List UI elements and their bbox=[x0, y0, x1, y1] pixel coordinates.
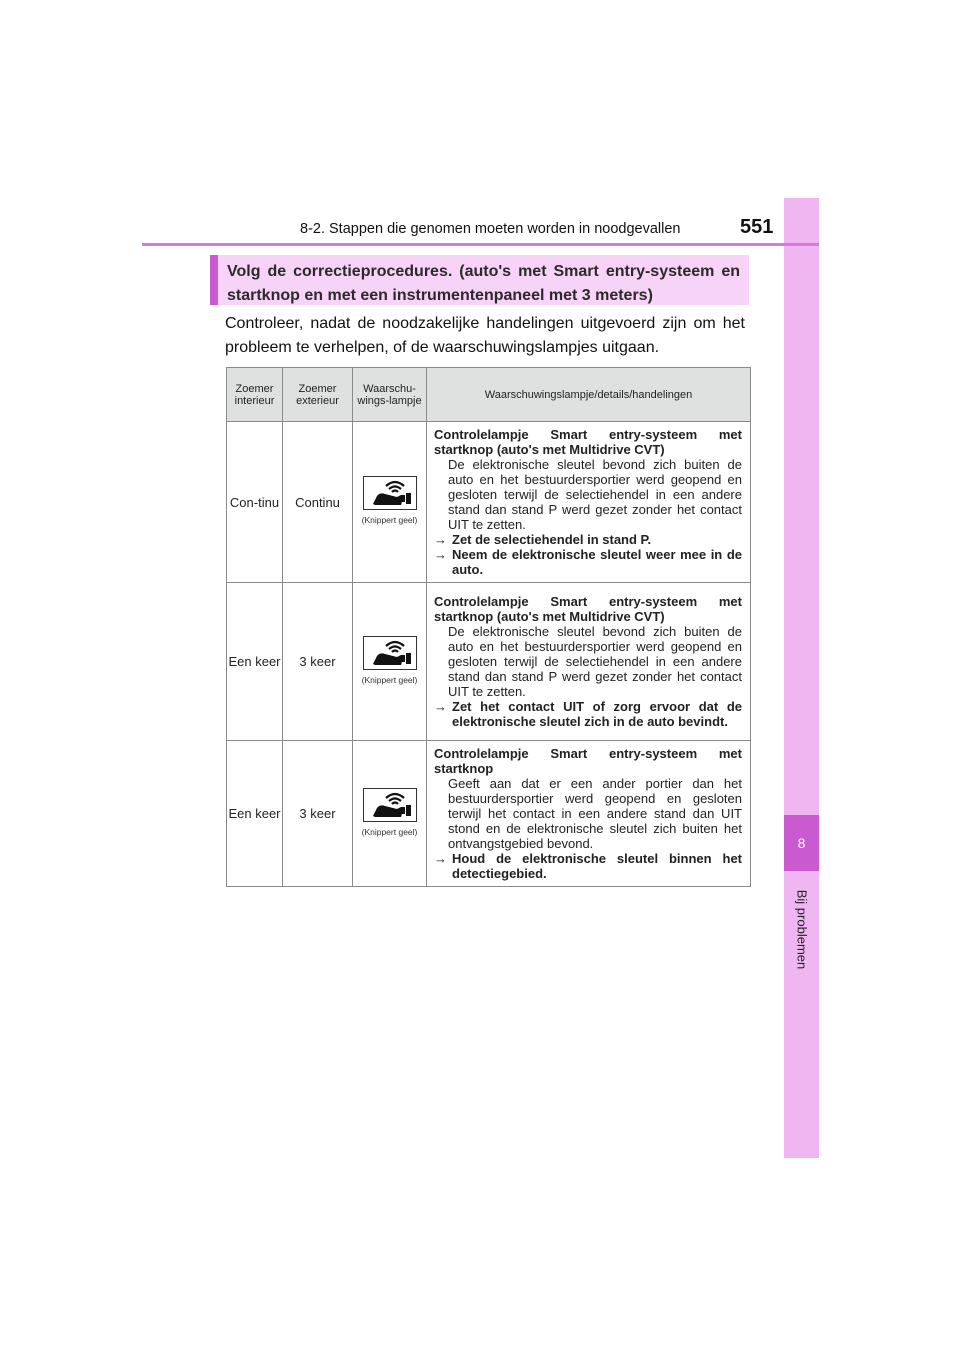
detail-body: Geeft aan dat er een ander portier dan het bestuurdersportier werd geopend en gesloten terwijl het contact in een andere stand dan UIT stond en de elektronische sleutel zich buiten het ontvangstgebied bevond. bbox=[448, 776, 742, 851]
header-warning-lamp: Waarschu-wings-lampje bbox=[353, 368, 427, 422]
smart-key-icon bbox=[367, 639, 413, 667]
chapter-side-tab bbox=[784, 198, 819, 1158]
lamp-icon-frame bbox=[363, 476, 417, 510]
details-cell bbox=[427, 583, 751, 741]
lamp-caption: (Knippert geel) bbox=[361, 674, 418, 685]
section-heading bbox=[210, 255, 749, 305]
detail-action: → Zet de selectiehendel in stand P. bbox=[434, 532, 652, 547]
warning-lamp-cell bbox=[353, 583, 427, 741]
warning-lamp-cell bbox=[353, 422, 427, 583]
details-cell bbox=[427, 422, 751, 583]
smart-key-icon bbox=[367, 791, 413, 819]
header-exterior-buzzer: Zoemer exterieur bbox=[283, 368, 353, 422]
exterior-buzzer-cell: 3 keer bbox=[283, 741, 353, 887]
page-header-title: 8-2. Stappen die genomen moeten worden in noodgevallen bbox=[300, 221, 681, 237]
warning-lamp-cell bbox=[353, 741, 427, 887]
detail-action: → Zet het contact UIT of zorg ervoor dat de elektronische sleutel zich in de auto bevindt. bbox=[434, 699, 742, 729]
table-header-row bbox=[227, 368, 751, 422]
interior-buzzer-cell: Een keer bbox=[227, 741, 283, 887]
detail-body: De elektronische sleutel bevond zich buiten de auto en het bestuurdersportier werd geopend en gesloten terwijl de selectiehendel in een andere stand dan stand P werd gezet zonder het contact UIT te zetten. bbox=[448, 457, 742, 532]
warning-table bbox=[226, 367, 751, 887]
arrow-icon: → bbox=[434, 699, 447, 714]
details-cell bbox=[427, 741, 751, 887]
header-interior-buzzer: Zoemer interieur bbox=[227, 368, 283, 422]
arrow-icon: → bbox=[434, 532, 447, 547]
page-number: 551 bbox=[740, 216, 774, 238]
table-row bbox=[227, 422, 751, 583]
section-heading-text: Volg de correctieprocedures. (auto's met Smart entry-systeem en startknop en met een instrumentenpaneel met 3 meters) bbox=[227, 263, 740, 304]
chapter-label-text: Bij problemen bbox=[794, 889, 810, 969]
interior-buzzer-cell: Con-tinu bbox=[227, 422, 283, 583]
detail-title: Controlelampje Smart entry-systeem met startknop (auto's met Multidrive CVT) bbox=[434, 594, 742, 624]
arrow-icon: → bbox=[434, 547, 447, 562]
chapter-number: 8 bbox=[797, 835, 806, 851]
lamp-caption: (Knippert geel) bbox=[361, 826, 418, 837]
lamp-icon-frame bbox=[363, 636, 417, 670]
chapter-number-badge bbox=[784, 815, 819, 871]
chapter-label bbox=[790, 879, 814, 979]
detail-action: → Neem de elektronische sleutel weer mee in de auto. bbox=[434, 547, 742, 577]
detail-title: Controlelampje Smart entry-systeem met startknop bbox=[434, 746, 742, 776]
smart-key-icon bbox=[367, 479, 413, 507]
arrow-icon: → bbox=[434, 851, 447, 866]
detail-action: → Houd de elektronische sleutel binnen het detectiegebied. bbox=[434, 851, 742, 881]
table-row bbox=[227, 583, 751, 741]
detail-body: De elektronische sleutel bevond zich buiten de auto en het bestuurdersportier werd geopend en gesloten terwijl de selectiehendel in een andere stand dan stand P werd gezet zonder het contact UIT te zetten. bbox=[448, 624, 742, 699]
header-divider bbox=[142, 243, 819, 246]
lamp-caption: (Knippert geel) bbox=[361, 515, 418, 525]
lamp-icon-frame bbox=[363, 788, 417, 822]
detail-title: Controlelampje Smart entry-systeem met startknop (auto's met Multidrive CVT) bbox=[434, 427, 742, 457]
exterior-buzzer-cell: Continu bbox=[283, 422, 353, 583]
header-details: Waarschuwingslampje/details/handelingen bbox=[427, 368, 751, 422]
intro-paragraph: Controleer, nadat de noodzakelijke handelingen uitgevoerd zijn om het probleem te verhelpen, of de waarschuwingslampjes uitgaan. bbox=[225, 315, 745, 356]
exterior-buzzer-cell: 3 keer bbox=[283, 583, 353, 741]
table-row bbox=[227, 741, 751, 887]
interior-buzzer-cell: Een keer bbox=[227, 583, 283, 741]
